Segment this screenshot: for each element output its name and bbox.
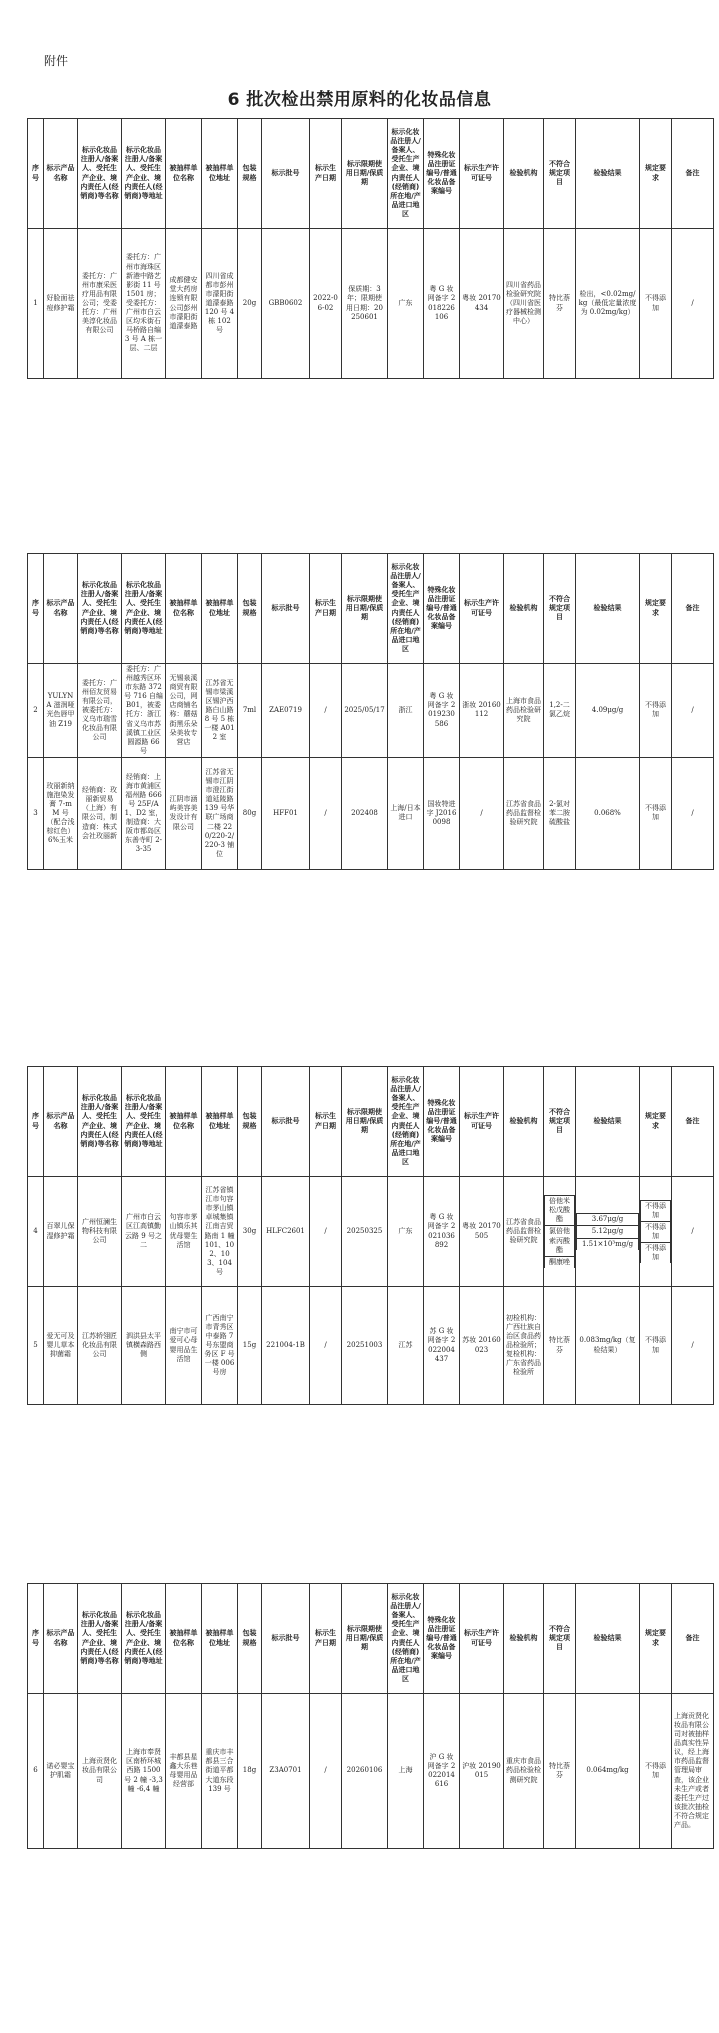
column-header: 标示化妆品注册人/备案人、受托生产企业、境内责任人(经销商)等名称 <box>78 1067 122 1177</box>
column-header: 序号 <box>28 554 44 664</box>
column-header: 特殊化妆品注册证编号/普通化妆品备案编号 <box>424 1067 460 1177</box>
company-address-cell: 上海市奉贤区南桥环城西路 1500 号 2 幢 -3,3 幢 -6,4 幢 <box>122 1694 166 1849</box>
table-block-4 <box>27 1583 714 1849</box>
batch-number-cell: Z3A0701 <box>262 1694 310 1849</box>
no-cell: 4 <box>28 1177 44 1287</box>
column-header: 标示限期使用日期/保质期 <box>342 554 388 664</box>
column-header: 标示产品名称 <box>44 554 78 664</box>
company-name-cell: 委托方：广州佰友贸易有限公司，被委托方：义乌市瑞雪化妆品有限公司 <box>78 664 122 758</box>
expiry-cell: 20260106 <box>342 1694 388 1849</box>
testing-lab-cell: 初检机构：广西壮族自治区食品药品检验所；复检机构：广东省药品检验所 <box>504 1287 544 1405</box>
no-cell: 3 <box>28 757 44 869</box>
package-spec-cell: 18g <box>238 1694 262 1849</box>
sampled-unit-address-cell: 江苏省无锡市梁溪区锡沪西路白山路 8 号 5 栋一楼 A012 室 <box>202 664 238 758</box>
test-result-cell <box>576 1177 640 1287</box>
product-name-cell: YULYNA 滋润哑光色唇甲油 Z19 <box>44 664 78 758</box>
sampled-unit-address-cell: 四川省成都市彭州市濛阳街道濛泰路 120 号 4 栋 102 号 <box>202 229 238 379</box>
column-header: 检验结果 <box>576 554 640 664</box>
sub-results <box>640 1200 671 1264</box>
column-header: 标示化妆品注册人/备案人、受托生产企业、境内责任人(经销商)等名称 <box>78 554 122 664</box>
license-number-cell: 沪妆 20190015 <box>460 1694 504 1849</box>
column-header: 被抽样单位地址 <box>202 119 238 229</box>
license-number-cell: / <box>460 757 504 869</box>
column-header: 标示限期使用日期/保质期 <box>342 119 388 229</box>
noncompliant-item-cell <box>544 1177 576 1287</box>
column-header: 被抽样单位名称 <box>166 1067 202 1177</box>
column-header: 特殊化妆品注册证编号/普通化妆品备案编号 <box>424 1584 460 1694</box>
table-row <box>28 229 714 379</box>
column-header: 标示生产许可证号 <box>460 119 504 229</box>
column-header: 检验机构 <box>504 1067 544 1177</box>
sub-item: 倍他米松戊酸酯 <box>545 1196 575 1226</box>
remark-cell: 上海贡贤化妆品有限公司对被抽样品真实性异议，经上海市药品监督管理局审查，该企业未生产或者委托生产过该批次抽检不符合规定产品。 <box>672 1694 714 1849</box>
license-number-cell: 浙妆 20160112 <box>460 664 504 758</box>
column-header: 备注 <box>672 1584 714 1694</box>
column-header: 规定要求 <box>640 1584 672 1694</box>
sampled-unit-name-cell: 无锡泉溪商贸有限公司，网店商铺名称：蘑菇街黑乐朵朵美妆专营店 <box>166 664 202 758</box>
expiry-cell: 20250325 <box>342 1177 388 1287</box>
batch-number-cell: GBB0602 <box>262 229 310 379</box>
column-header: 标示化妆品注册人/备案人、受托生产企业、境内责任人(经销商)所在地/产品进口地区 <box>388 554 424 664</box>
column-header: 标示生产日期 <box>310 554 342 664</box>
column-header: 包装规格 <box>238 1584 262 1694</box>
license-number-cell: 粤妆 20170505 <box>460 1177 504 1287</box>
registration-number-cell: 粤 G 妆网备字 2019230586 <box>424 664 460 758</box>
column-header: 被抽样单位地址 <box>202 554 238 664</box>
table-header-row <box>28 119 714 229</box>
sampled-unit-name-cell: 成都健安堂大药房连锁有限公司彭州市濛阳街道濛泰路 <box>166 229 202 379</box>
package-spec-cell: 80g <box>238 757 262 869</box>
company-name-cell: 委托方：广州市康采医疗用品有限公司；受委托方：广州美淳化妆品有限公司 <box>78 229 122 379</box>
test-result-cell: 0.083mg/kg（复检结果） <box>576 1287 640 1405</box>
table-row <box>28 1694 714 1849</box>
region-cell: 浙江 <box>388 664 424 758</box>
expiry-cell: 保质期：3 年；限期使用日期：20250601 <box>342 229 388 379</box>
column-header: 包装规格 <box>238 554 262 664</box>
sampled-unit-name-cell: 句容市茅山镇乐其优母婴生活馆 <box>166 1177 202 1287</box>
production-date-cell: / <box>310 757 342 869</box>
region-cell: 上海/日本进口 <box>388 757 424 869</box>
column-header: 序号 <box>28 1067 44 1177</box>
license-number-cell: 苏妆 20160023 <box>460 1287 504 1405</box>
license-number-cell: 粤妆 20170434 <box>460 229 504 379</box>
remark-cell: / <box>672 1177 714 1287</box>
column-header: 标示化妆品注册人/备案人、受托生产企业、境内责任人(经销商)所在地/产品进口地区 <box>388 119 424 229</box>
column-header: 标示批号 <box>262 554 310 664</box>
sub-req: 不得添加 <box>641 1243 671 1264</box>
column-header: 标示批号 <box>262 1584 310 1694</box>
noncompliant-item-cell: 特比萘芬 <box>544 1287 576 1405</box>
column-header: 包装规格 <box>238 1067 262 1177</box>
sub-result: 5.12μg/g <box>577 1226 639 1238</box>
column-header: 检验机构 <box>504 554 544 664</box>
column-header: 被抽样单位地址 <box>202 1584 238 1694</box>
noncompliant-item-cell: 特比萘芬 <box>544 229 576 379</box>
column-header: 序号 <box>28 1584 44 1694</box>
sub-item: 氯倍他索丙酸酯 <box>545 1226 575 1256</box>
column-header: 规定要求 <box>640 119 672 229</box>
column-header: 标示生产许可证号 <box>460 554 504 664</box>
testing-lab-cell: 上海市食品药品检验研究院 <box>504 664 544 758</box>
column-header: 标示化妆品注册人/备案人、受托生产企业、境内责任人(经销商)等地址 <box>122 1584 166 1694</box>
production-date-cell: / <box>310 1177 342 1287</box>
expiry-cell: 20251003 <box>342 1287 388 1405</box>
column-header: 备注 <box>672 554 714 664</box>
company-name-cell: 经销商：玫丽新贸易（上海）有限公司，制造商：株式会社玫丽新 <box>78 757 122 869</box>
column-header: 不符合规定项目 <box>544 1067 576 1177</box>
requirement-cell: 不得添加 <box>640 757 672 869</box>
production-date-cell: / <box>310 1694 342 1849</box>
table-row <box>28 757 714 869</box>
table-header-row <box>28 1067 714 1177</box>
registration-number-cell: 粤 G 妆网备字 2021036892 <box>424 1177 460 1287</box>
batch-number-cell: HFF01 <box>262 757 310 869</box>
table-block-1 <box>27 118 714 379</box>
column-header: 检验机构 <box>504 119 544 229</box>
table-row <box>28 1287 714 1405</box>
column-header: 序号 <box>28 119 44 229</box>
company-address-cell: 广州市白云区江高镇勤云路 9 号之二 <box>122 1177 166 1287</box>
expiry-cell: 2025/05/17 <box>342 664 388 758</box>
column-header: 标示生产许可证号 <box>460 1067 504 1177</box>
sub-results <box>576 1213 639 1249</box>
no-cell: 5 <box>28 1287 44 1405</box>
column-header: 标示化妆品注册人/备案人、受托生产企业、境内责任人(经销商)所在地/产品进口地区 <box>388 1584 424 1694</box>
column-header: 标示化妆品注册人/备案人、受托生产企业、境内责任人(经销商)等名称 <box>78 1584 122 1694</box>
sub-result: 1.51×10³mg/g <box>577 1238 639 1250</box>
column-header: 被抽样单位名称 <box>166 1584 202 1694</box>
column-header: 被抽样单位地址 <box>202 1067 238 1177</box>
requirement-cell: 不得添加 <box>640 1694 672 1849</box>
company-name-cell: 广州恒澜生物科技有限公司 <box>78 1177 122 1287</box>
testing-lab-cell: 江苏省食品药品监督检验研究院 <box>504 1177 544 1287</box>
column-header: 标示化妆品注册人/备案人、受托生产企业、境内责任人(经销商)所在地/产品进口地区 <box>388 1067 424 1177</box>
column-header: 检验结果 <box>576 1584 640 1694</box>
column-header: 标示生产许可证号 <box>460 1584 504 1694</box>
noncompliant-item-cell: 2-氯对苯二胺硫酸盐 <box>544 757 576 869</box>
expiry-cell: 202408 <box>342 757 388 869</box>
package-spec-cell: 7ml <box>238 664 262 758</box>
remark-cell: / <box>672 229 714 379</box>
table-header-row <box>28 554 714 664</box>
package-spec-cell: 15g <box>238 1287 262 1405</box>
noncompliant-item-cell: 1,2-二氯乙烷 <box>544 664 576 758</box>
noncompliant-item-cell: 特比萘芬 <box>544 1694 576 1849</box>
registration-number-cell: 国妆特进字 J20160098 <box>424 757 460 869</box>
table-row <box>28 664 714 758</box>
requirement-cell: 不得添加 <box>640 229 672 379</box>
sampled-unit-address-cell: 广西南宁市青秀区中泰路 7 号东盟商务区 F 号一楼 006 号房 <box>202 1287 238 1405</box>
testing-lab-cell: 江苏省食品药品监督检验研究院 <box>504 757 544 869</box>
no-cell: 6 <box>28 1694 44 1849</box>
column-header: 规定要求 <box>640 554 672 664</box>
sub-result: 3.67μg/g <box>577 1214 639 1226</box>
column-header: 检验结果 <box>576 1067 640 1177</box>
column-header: 特殊化妆品注册证编号/普通化妆品备案编号 <box>424 554 460 664</box>
company-name-cell: 江苏轿翎匠化妆品有限公司 <box>78 1287 122 1405</box>
column-header: 包装规格 <box>238 119 262 229</box>
test-result-cell: 0.064mg/kg <box>576 1694 640 1849</box>
sampled-unit-address-cell: 江苏省镇江市句容市茅山镇卓城集镇江南吉贸路南 1 幢 101、102、103、104 号 <box>202 1177 238 1287</box>
column-header: 不符合规定项目 <box>544 119 576 229</box>
test-result-cell: 0.068% <box>576 757 640 869</box>
column-header: 标示化妆品注册人/备案人、受托生产企业、境内责任人(经销商)等名称 <box>78 119 122 229</box>
batch-number-cell: 221004-1B <box>262 1287 310 1405</box>
table-header-row <box>28 1584 714 1694</box>
column-header: 标示批号 <box>262 119 310 229</box>
page-title: 6 批次检出禁用原料的化妆品信息 <box>227 90 492 110</box>
sub-item: 酮康唑 <box>545 1256 575 1268</box>
column-header: 标示限期使用日期/保质期 <box>342 1067 388 1177</box>
product-name-cell: 百翠儿保湿修护霜 <box>44 1177 78 1287</box>
column-header: 标示产品名称 <box>44 1584 78 1694</box>
package-spec-cell: 30g <box>238 1177 262 1287</box>
column-header: 备注 <box>672 119 714 229</box>
requirement-cell: 不得添加 <box>640 1287 672 1405</box>
sampled-unit-name-cell: 南宁市可爱可心母婴用品生活馆 <box>166 1287 202 1405</box>
region-cell: 江苏 <box>388 1287 424 1405</box>
region-cell: 广东 <box>388 1177 424 1287</box>
sampled-unit-address-cell: 重庆市丰都县三合街道平都大道东段 139 号 <box>202 1694 238 1849</box>
sampled-unit-address-cell: 江苏省无锡市江阴市澄江街道延陵路 139 号华联广场商二楼 220/220-2/220-3 铺位 <box>202 757 238 869</box>
column-header: 检验结果 <box>576 119 640 229</box>
column-header: 备注 <box>672 1067 714 1177</box>
region-cell: 上海 <box>388 1694 424 1849</box>
product-name-cell: 玫丽新纳施泡染发膏 7-mM 号（配合浅棕红色）6%玉米 <box>44 757 78 869</box>
column-header: 标示生产日期 <box>310 1584 342 1694</box>
registration-number-cell: 粤 G 妆网备字 2018226106 <box>424 229 460 379</box>
column-header: 标示化妆品注册人/备案人、受托生产企业、境内责任人(经销商)等地址 <box>122 554 166 664</box>
sampled-unit-name-cell: 丰都县星鑫大乐巷母婴用品经营部 <box>166 1694 202 1849</box>
column-header: 标示批号 <box>262 1067 310 1177</box>
remark-cell: / <box>672 1287 714 1405</box>
remark-cell: / <box>672 757 714 869</box>
table-block-3 <box>27 1066 714 1405</box>
company-address-cell: 委托方：广州市海珠区新港中路艺影街 11 号 1501 房；受委托方：广州市白云区均禾街石马桥路自编 3 号 A 栋一层、二层 <box>122 229 166 379</box>
sub-results <box>544 1195 575 1268</box>
column-header: 不符合规定项目 <box>544 1584 576 1694</box>
company-address-cell: 委托方：广州越秀区环市东路 372 号 716 自编 B01，被委托方：浙江省义乌市苏溪镇工业区圆源路 66 号 <box>122 664 166 758</box>
attachment-label: 附件 <box>44 54 69 68</box>
column-header: 不符合规定项目 <box>544 554 576 664</box>
testing-lab-cell: 四川省药品检验研究院（四川省医疗器械检测中心） <box>504 229 544 379</box>
product-name-cell: 爱无可及婴儿草本抑菌霜 <box>44 1287 78 1405</box>
package-spec-cell: 20g <box>238 229 262 379</box>
column-header: 标示产品名称 <box>44 119 78 229</box>
table-row <box>28 1177 714 1287</box>
requirement-cell <box>640 1177 672 1287</box>
column-header: 标示生产日期 <box>310 1067 342 1177</box>
sub-req: 不得添加 <box>641 1200 671 1221</box>
batch-number-cell: HLFC2601 <box>262 1177 310 1287</box>
column-header: 特殊化妆品注册证编号/普通化妆品备案编号 <box>424 119 460 229</box>
production-date-cell: 2022-06-02 <box>310 229 342 379</box>
column-header: 检验机构 <box>504 1584 544 1694</box>
no-cell: 1 <box>28 229 44 379</box>
column-header: 标示化妆品注册人/备案人、受托生产企业、境内责任人(经销商)等地址 <box>122 119 166 229</box>
requirement-cell: 不得添加 <box>640 664 672 758</box>
product-name-cell: 诺必婴宝护肌霜 <box>44 1694 78 1849</box>
test-result-cell: 检出，<0.02mg/kg（最低定量浓度为 0.02mg/kg） <box>576 229 640 379</box>
region-cell: 广东 <box>388 229 424 379</box>
column-header: 标示生产日期 <box>310 119 342 229</box>
column-header: 被抽样单位名称 <box>166 119 202 229</box>
column-header: 被抽样单位名称 <box>166 554 202 664</box>
sub-req: 不得添加 <box>641 1221 671 1242</box>
registration-number-cell: 沪 G 妆网备字 2022014616 <box>424 1694 460 1849</box>
company-address-cell: 经销商：上海市黄浦区福州路 666 号 25F/A1、D2 室，制造商：大阪市都岛区东善寺町 2-3-35 <box>122 757 166 869</box>
remark-cell: / <box>672 664 714 758</box>
testing-lab-cell: 重庆市食品药品检验检测研究院 <box>504 1694 544 1849</box>
column-header: 标示产品名称 <box>44 1067 78 1177</box>
company-name-cell: 上海贡贤化妆品有限公司 <box>78 1694 122 1849</box>
column-header: 规定要求 <box>640 1067 672 1177</box>
product-name-cell: 好脸面祛痘修护霜 <box>44 229 78 379</box>
test-result-cell: 4.09μg/g <box>576 664 640 758</box>
company-address-cell: 泗洪县太平镇横森路西侧 <box>122 1287 166 1405</box>
registration-number-cell: 苏 G 妆网备字 2022004437 <box>424 1287 460 1405</box>
batch-number-cell: ZAE0719 <box>262 664 310 758</box>
column-header: 标示化妆品注册人/备案人、受托生产企业、境内责任人(经销商)等地址 <box>122 1067 166 1177</box>
no-cell: 2 <box>28 664 44 758</box>
table-block-2 <box>27 553 714 870</box>
production-date-cell: / <box>310 664 342 758</box>
column-header: 标示限期使用日期/保质期 <box>342 1584 388 1694</box>
production-date-cell: / <box>310 1287 342 1405</box>
sampled-unit-name-cell: 江阴市涵屿美容美发设计有限公司 <box>166 757 202 869</box>
